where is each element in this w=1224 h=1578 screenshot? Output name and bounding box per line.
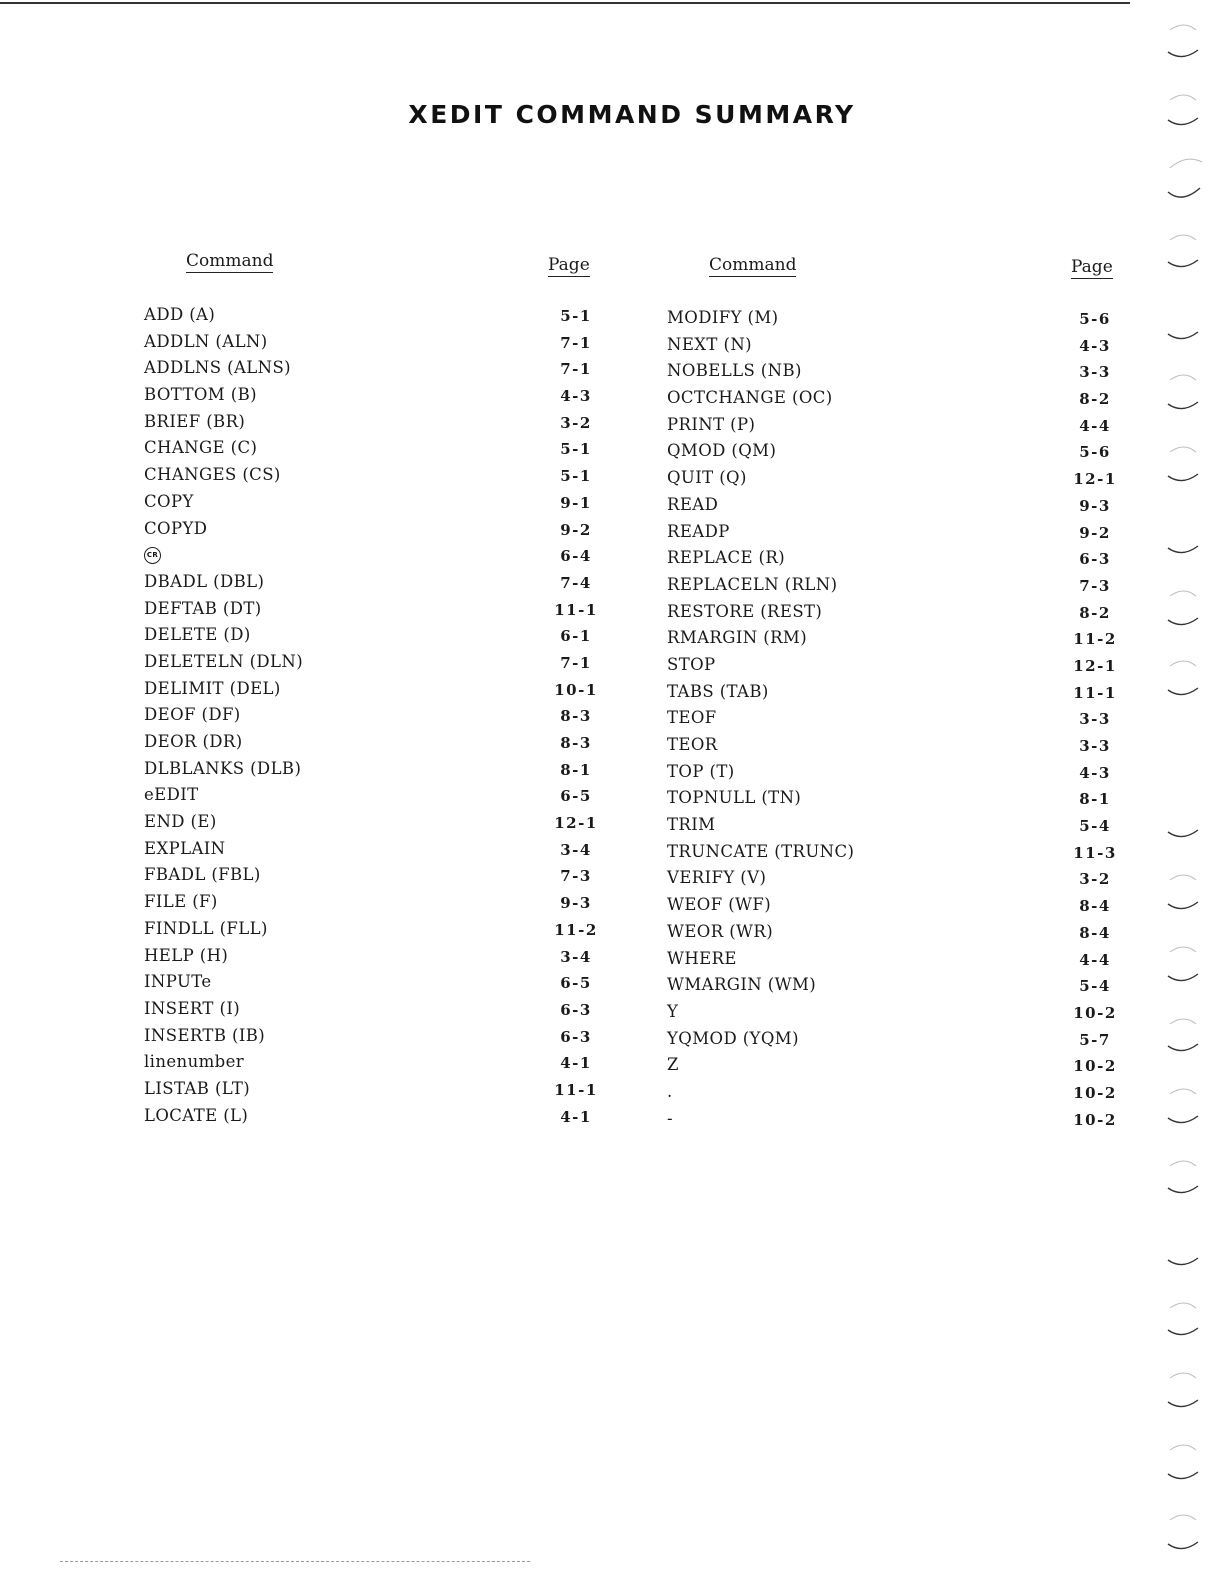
page-number: 9-3 — [1079, 496, 1111, 515]
command-name: BOTTOM (B) — [144, 385, 257, 405]
page-number: 6-5 — [560, 974, 592, 993]
binder-hole-mark — [1168, 1542, 1198, 1549]
command-name: RMARGIN (RM) — [667, 628, 808, 648]
page-number: 3-2 — [1079, 870, 1111, 889]
page-number: 4-4 — [1079, 950, 1111, 969]
command-name: WEOR (WR) — [667, 921, 774, 941]
page-number: 5-6 — [1079, 443, 1111, 462]
page-number: 8-2 — [1079, 390, 1111, 409]
command-name: INSERT (I) — [144, 998, 241, 1018]
command-name: - — [667, 1108, 673, 1128]
command-name: REPLACE (R) — [667, 548, 786, 568]
page-number: 6-3 — [560, 1027, 592, 1046]
command-name: Z — [667, 1055, 679, 1075]
page-number: 6-4 — [560, 547, 592, 566]
command-name: FINDLL (FLL) — [144, 918, 268, 938]
page-number: 3-3 — [1079, 363, 1111, 382]
command-name: DELETELN (DLN) — [144, 651, 304, 671]
binder-hole-mark — [1168, 546, 1198, 553]
page-number: 4-1 — [560, 1054, 592, 1073]
right-page-header: Page — [1071, 257, 1113, 277]
command-name: REPLACELN (RLN) — [667, 574, 838, 594]
page-number: 10-2 — [1073, 1057, 1117, 1076]
command-name: BRIEF (BR) — [144, 411, 246, 431]
left-command-header: Command — [186, 251, 274, 271]
command-name — [144, 544, 161, 566]
page-number: 5-1 — [560, 467, 592, 486]
page-number: 8-4 — [1079, 897, 1111, 916]
command-name: LOCATE (L) — [144, 1105, 249, 1125]
page-number: 11-1 — [554, 600, 598, 619]
carriage-return-icon: CR — [144, 547, 161, 564]
page-number: 5-4 — [1079, 977, 1111, 996]
command-name: CHANGE (C) — [144, 438, 258, 458]
binder-hole-mark — [1168, 1400, 1198, 1407]
page-number: 11-2 — [1073, 630, 1117, 649]
command-name: NOBELLS (NB) — [667, 361, 802, 381]
binder-hole-mark — [1168, 974, 1198, 981]
page-number: 5-7 — [1079, 1030, 1111, 1049]
command-name: DELETE (D) — [144, 625, 251, 645]
page-number: 9-3 — [560, 894, 592, 913]
page-number: 9-1 — [560, 493, 592, 512]
page-number: 12-1 — [554, 814, 598, 833]
binder-holes — [1160, 0, 1224, 1578]
page-number: 10-2 — [1073, 1083, 1117, 1102]
binder-hole-mark — [1168, 188, 1200, 197]
binder-hole-mark — [1168, 688, 1198, 695]
page-number: 3-4 — [560, 840, 592, 859]
page-number: 8-4 — [1079, 923, 1111, 942]
command-name: QUIT (Q) — [667, 468, 747, 488]
page-number: 5-1 — [560, 440, 592, 459]
page-number: 4-3 — [1079, 763, 1111, 782]
page-number: 6-5 — [560, 787, 592, 806]
command-name: TOPNULL (TN) — [667, 788, 802, 808]
command-name: DBADL (DBL) — [144, 571, 265, 591]
command-name: READ — [667, 494, 719, 514]
page-number: 3-4 — [560, 947, 592, 966]
binder-hole-mark — [1168, 332, 1198, 339]
left-page-header: Page — [548, 255, 590, 275]
command-name: ADD (A) — [144, 305, 216, 324]
command-name: STOP — [667, 654, 716, 674]
binder-hole-mark — [1168, 902, 1198, 909]
page-number: 11-1 — [554, 1080, 598, 1099]
page-number: 8-3 — [560, 707, 592, 726]
page-number: 8-1 — [560, 760, 592, 779]
command-name: RESTORE (REST) — [667, 601, 823, 621]
binder-hole-mark — [1168, 1472, 1198, 1479]
command-name: DEOR (DR) — [144, 732, 243, 751]
binder-hole-mark — [1168, 1258, 1198, 1265]
page-number: 7-3 — [560, 867, 592, 886]
binder-hole-mark — [1168, 402, 1198, 409]
command-name: READP — [667, 521, 730, 541]
page-number: 12-1 — [1073, 656, 1117, 675]
page-number: 8-3 — [560, 734, 592, 752]
command-name: TEOF — [667, 708, 717, 728]
page-number: 7-3 — [1079, 576, 1111, 595]
page-number: 7-1 — [560, 333, 592, 352]
command-name: FBADL (FBL) — [144, 865, 261, 885]
binder-hole-mark — [1168, 260, 1198, 267]
command-name: NEXT (N) — [667, 334, 752, 354]
binder-hole-mark — [1168, 1328, 1198, 1335]
page-number: 6-1 — [560, 627, 592, 646]
right-command-header: Command — [709, 255, 797, 275]
page-number: 4-3 — [1079, 336, 1111, 355]
command-name: INSERTB (IB) — [144, 1025, 266, 1045]
page-number: 10-2 — [1073, 1110, 1117, 1129]
command-name: FILE (F) — [144, 892, 218, 912]
binder-hole-mark — [1168, 618, 1198, 625]
page-number: 5-6 — [1079, 310, 1111, 328]
page-number: 7-4 — [560, 573, 592, 592]
command-name: TRUNCATE (TRUNC) — [667, 841, 855, 861]
page-number: 10-2 — [1073, 1003, 1117, 1022]
command-name: QMOD (QM) — [667, 441, 777, 461]
binder-hole-mark — [1168, 830, 1198, 837]
page-number: 6-3 — [560, 1000, 592, 1019]
page-number: 4-3 — [560, 387, 592, 406]
command-name: YQMOD (YQM) — [667, 1028, 799, 1048]
command-name: COPY — [144, 491, 194, 511]
command-name: VERIFY (V) — [667, 868, 767, 888]
command-name: HELP (H) — [144, 945, 229, 965]
bottom-rule — [60, 1561, 530, 1563]
binder-hole-mark — [1168, 1186, 1198, 1193]
command-name: WHERE — [667, 948, 737, 968]
binder-hole-mark — [1168, 50, 1198, 57]
command-name: TRIM — [667, 815, 716, 835]
command-name: TOP (T) — [667, 761, 735, 781]
binder-hole-mark — [1168, 1044, 1198, 1051]
page-number: 9-2 — [560, 520, 592, 539]
command-name: DELIMIT (DEL) — [144, 678, 281, 698]
page-number: 8-2 — [1079, 603, 1111, 622]
page-number: 5-4 — [1079, 817, 1111, 836]
command-name: TEOR — [667, 735, 718, 754]
command-name: OCTCHANGE (OC) — [667, 388, 833, 408]
page-number: 9-2 — [1079, 523, 1111, 542]
command-name: WMARGIN (WM) — [667, 975, 817, 995]
page-number: 7-1 — [560, 653, 592, 672]
command-name: EXPLAIN — [144, 838, 226, 858]
command-name: WEOF (WF) — [667, 895, 772, 915]
command-name: Y — [667, 1001, 679, 1021]
page-title: XEDIT COMMAND SUMMARY — [408, 100, 856, 129]
page-number: 6-3 — [1079, 550, 1111, 569]
command-name: END (E) — [144, 812, 217, 832]
command-name: linenumber — [144, 1052, 245, 1072]
command-name: MODIFY (M) — [667, 308, 779, 327]
command-name: DEFTAB (DT) — [144, 598, 262, 618]
page-number: 8-1 — [1079, 790, 1111, 809]
page-number: 11-2 — [554, 920, 598, 939]
page-number: 3-3 — [1079, 737, 1111, 755]
command-name: TABS (TAB) — [667, 681, 769, 701]
page-number: 10-1 — [554, 680, 598, 699]
page-number: 11-1 — [1073, 683, 1117, 702]
command-name: ADDLN (ALN) — [144, 331, 268, 351]
page-number: 11-3 — [1073, 843, 1117, 862]
binder-hole-mark — [1168, 118, 1198, 125]
page-number: 3-2 — [560, 413, 592, 432]
page-number: 3-3 — [1079, 710, 1111, 729]
command-name: ADDLNS (ALNS) — [144, 358, 292, 378]
page-number: 4-4 — [1079, 416, 1111, 435]
command-name: . — [667, 1081, 673, 1101]
binder-hole-mark — [1168, 1116, 1198, 1123]
command-name: DEOF (DF) — [144, 705, 241, 725]
page-number: 7-1 — [560, 360, 592, 379]
command-name: COPYD — [144, 518, 208, 538]
command-name: INPUTe — [144, 972, 212, 992]
page-number: 4-1 — [560, 1107, 592, 1126]
command-name: DLBLANKS (DLB) — [144, 758, 302, 778]
binder-hole-mark — [1168, 474, 1198, 481]
command-name: PRINT (P) — [667, 414, 756, 434]
command-name: eEDIT — [144, 785, 199, 805]
command-name: LISTAB (LT) — [144, 1078, 251, 1098]
page-number: 5-1 — [560, 307, 592, 325]
command-name: CHANGES (CS) — [144, 465, 281, 485]
page-number: 12-1 — [1073, 470, 1117, 489]
top-rule — [0, 2, 1130, 4]
